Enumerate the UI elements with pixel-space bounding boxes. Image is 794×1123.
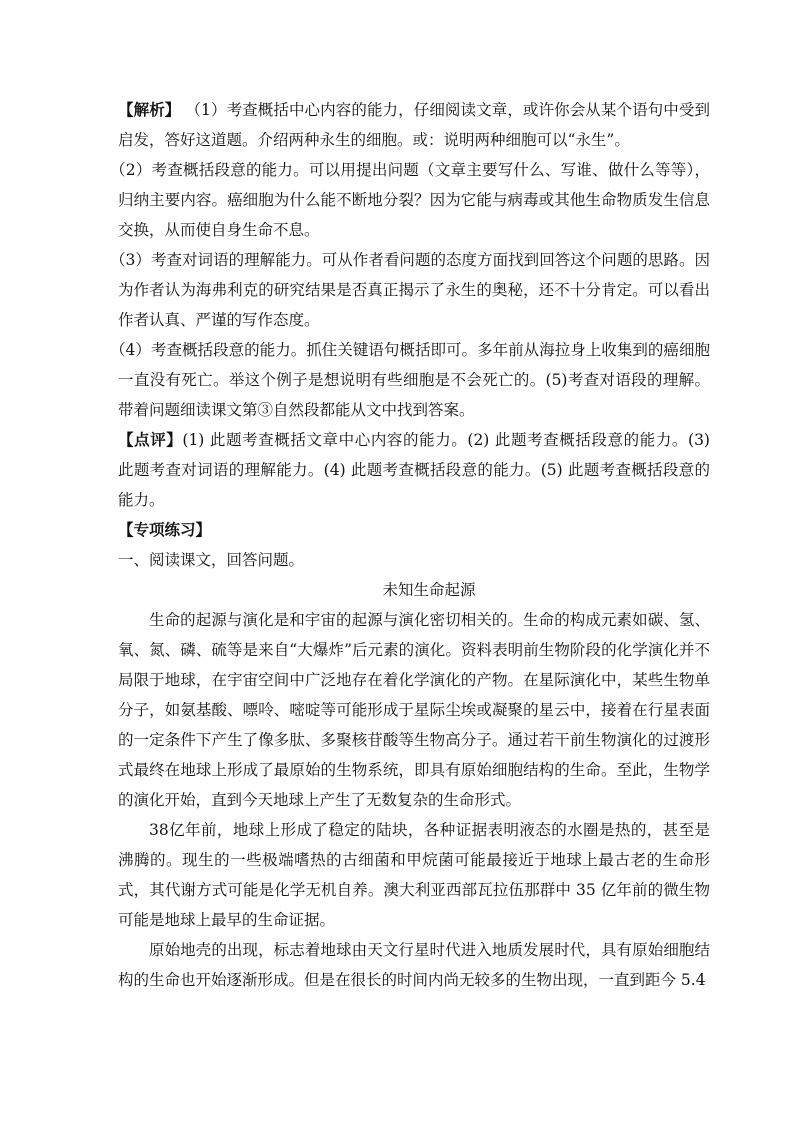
passage-paragraph-3: 原始地壳的出现，标志着地球由天文行星时代进入地质发展时代，具有原始细胞结构的生命也开始逐渐形成。但是在很长的时间内尚无较多的生物出现，一直到距今 5.4 xyxy=(118,941,710,989)
analysis-p1-text: （1）考查概括中心内容的能力，仔细阅读文章，或许你会从某个语句中受到启发，答好这道题。介绍两种永生的细胞。或：说明两种细胞可以“永生”。 xyxy=(118,101,710,149)
comment-label: 【点评】 xyxy=(118,430,183,449)
comment-paragraph xyxy=(118,425,710,515)
document-page xyxy=(110,95,710,995)
analysis-p1 xyxy=(118,95,710,155)
exercise-question: 一、阅读课文，回答问题。 xyxy=(118,551,305,569)
exercise-heading: 【专项练习】 xyxy=(118,520,212,539)
passage-paragraph-2: 38亿年前，地球上形成了稳定的陆块，各种证据表明液态的水圈是热的，甚至是沸腾的。现生的一些极端嗜热的古细菌和甲烷菌可能最接近于地球上最古老的生命形式，其代谢方式可能是化学无机自养。澳大利亚西部瓦拉伍那群中 35 亿年前的微生物可能是地球上最早的生命证据。 xyxy=(118,821,710,929)
analysis-p3: （3）考查对词语的理解能力。可从作者看问题的态度方面找到回答这个问题的思路。因为作者认为海弗利克的研究结果是否真正揭示了永生的奥秘，还不十分肯定。可以看出作者认真、严谨的写作态度。 xyxy=(110,251,710,329)
passage-paragraph-1: 生命的起源与演化是和宇宙的起源与演化密切相关的。生命的构成元素如碳、氢、氧、氮、磷、硫等是来自“大爆炸”后元素的演化。资料表明前生物阶段的化学演化并不局限于地球，在宇宙空间中广泛地存在着化学演化的产物。在星际演化中，某些生物单分子，如氨基酸、嘌呤、嘧啶等可能形成于星际尘埃或凝聚的星云中，接着在行星表面的一定条件下产生了像多肽、多聚核苷酸等生物高分子。通过若干前生物演化的过渡形式最终在地球上形成了最原始的生物系统，即具有原始细胞结构的生命。至此，生物学的演化开始，直到今天地球上产生了无数复杂的生命形式。 xyxy=(118,611,710,809)
analysis-p4: （4）考查概括段意的能力。抓住关键语句概括即可。多年前从海拉身上收集到的癌细胞一直没有死亡。举这个例子是想说明有些细胞是不会死亡的。(5)考查对语段的理解。带着问题细读课文第③自然段都能从文中找到答案。 xyxy=(110,341,710,419)
analysis-label: 【解析】 xyxy=(118,100,181,119)
passage-title: 未知生命起源 xyxy=(382,581,476,599)
analysis-p2: （2）考查概括段意的能力。可以用提出问题（文章主要写什么、写谁、做什么等等），归纳主要内容。癌细胞为什么能不断地分裂？因为它能与病毒或其他生命物质发生信息交换，从而使自身生命不息。 xyxy=(110,161,710,239)
comment-text: (1) 此题考查概括文章中心内容的能力。(2) 此题考查概括段意的能力。(3) 此题考查对词语的理解能力。(4) 此题考查概括段意的能力。(5) 此题考查概括段意的能力。 xyxy=(118,431,710,509)
